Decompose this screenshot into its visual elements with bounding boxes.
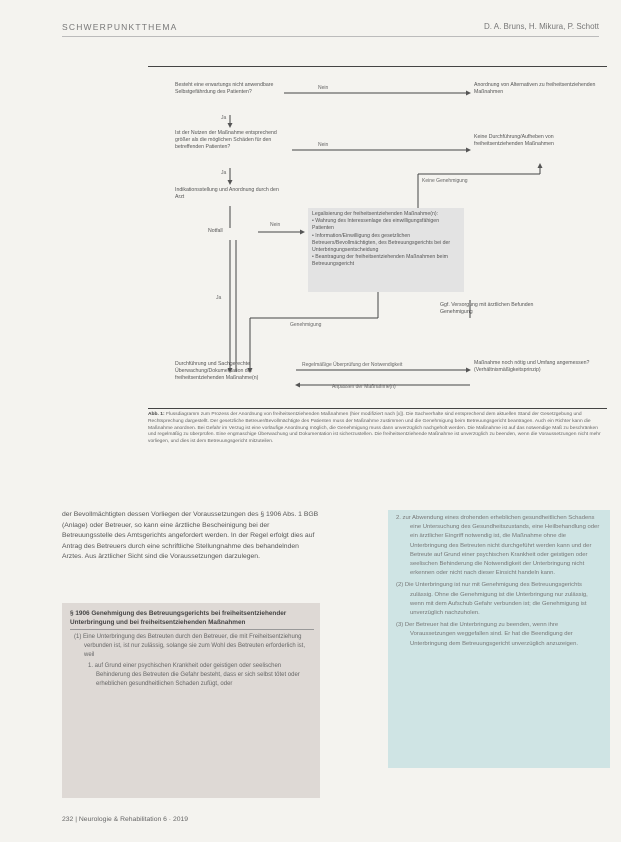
flow-no-measure-box: Keine Durchführung/Aufheben von freiheitsentziehenden Maßnahmen — [474, 134, 554, 148]
flow-legalization-box — [308, 208, 464, 292]
flow-emergency: Notfall — [208, 228, 223, 234]
legalization-item: • Beantragung der freiheitsentziehenden Maßnahmen beim Betreuungsgericht — [312, 254, 448, 268]
page-footer: 232 | Neurologie & Rehabilitation 6 · 2019 — [62, 816, 189, 823]
law-paragraph-2: (2) Die Unterbringung ist nur mit Genehmigung des Betreuungsgerichts zulässig. Ohne die Genehmigung ist die Unterbringung nur zulässig, wenn mit dem Aufschub Gefahr verbunden ist; die Genehmigung ist unverzüglich nachzuholen. — [396, 582, 588, 617]
caption-label: Abb. 1: — [148, 412, 165, 417]
flow-q2-yes: Ja — [221, 170, 227, 176]
flow-conditional-approval: Ggf. Versorgung mit ärztlichen Befunden Genehmigung — [440, 302, 534, 316]
flow-question-1: Besteht eine erwartungs nicht anwendbare Selbstgefährdung des Patienten? — [175, 82, 274, 96]
law-paragraph-1: (1) Eine Unterbringung des Betreuten durch den Betreuer, die mit Freiheitsentziehung verbunden ist, ist nur zulässig, solange sie zum Wohl des Betreuten erforderlich ist, weil — [74, 634, 305, 658]
flow-q2-no: Nein — [318, 142, 329, 148]
law-continuation-box — [388, 510, 610, 768]
flow-indication-box: Indikationsstellung und Anordnung durch den Arzt — [175, 187, 279, 201]
flow-execution-box: Durchführung und Sachgerechte Überwachung/Dokumentation der freiheitsentziehenden Maßnahme(n) — [175, 361, 259, 382]
law-title: § 1906 Genehmigung des Betreuungsgerichts bei freiheitsentziehender Unterbringung und bei freiheitsentziehenden Maßnahmen — [70, 609, 314, 630]
figure-caption — [148, 412, 606, 446]
body-text-left: der Bevollmächtigten dessen Vorliegen der Voraussetzungen des § 1906 Abs. 1 BGB (Anlage) oder Betreuer, so kann eine ärztliche Bescheinigung bei der Betreuungsstelle des Amtsgerichts angefordert werden. In der Regel erfolgt dies auf Antrag des Betreuers durch eine schriftliche Stellungnahme des behandelnden Arztes. Aus ärztlicher Sicht sind die Voraussetzungen darzulegen. — [62, 511, 319, 561]
flow-question-2: Ist der Nutzen der Maßnahme entsprechend größer als die möglichen Schäden für den betreffenden Patienten? — [175, 130, 277, 151]
flow-alternatives-box: Anordnung von Alternativen zu freiheitsentziehenden Maßnahmen — [474, 82, 596, 96]
legalization-title: Legalisierung der freiheitsentziehenden Maßnahme(n): — [312, 211, 439, 217]
figure-bottom-rule — [148, 408, 607, 409]
law-paragraph-3: (3) Der Betreuer hat die Unterbringung zu beenden, wenn ihre Voraussetzungen weggefallen sind. Er hat die Beendigung der Unterbringung dem Betreuungsgericht unverzüglich anzuzeigen. — [396, 622, 578, 647]
caption-text: Flussdiagramm zum Prozess der Anordnung von freiheitsentziehenden Maßnahmen (hier modifiziert nach [x]). Die Sachverhalte sind entsprechend dem aktuellen Stand der Gesetzgebung und Rechtsprechung dargestellt. Der gesetzliche Betreuer/Bevollmächtigte des Patienten muss der Maßnahme zustimmen und die Genehmigung beim Betreuungsgericht beantragen. Auch ein Richter kann die Maßnahme anordnen. Bei Gefahr im Verzug ist eine vorläufige Anordnung möglich, die Genehmigung muss dann unverzüglich nachgeholt werden. Die Maßnahme ist auf das notwendige Maß zu beschränken und regelmäßig zu überprüfen. Eine engmaschige Überwachung und Dokumentation ist sicherzustellen. Die freiheitsentziehende Maßnahme ist unverzüglich zu beenden, wenn die Voraussetzungen nicht mehr vorliegen, und dies ist dem Betreuungsgericht mitzuteilen. — [148, 412, 601, 445]
law-item-2: 2. zur Abwendung eines drohenden erheblichen gesundheitlichen Schadens eine Untersuchung des Gesundheitszustands, eine Heilbehandlung oder ein ärztlicher Eingriff notwendig ist, die Maßnahme ohne die Unterbringung des Betreuten nicht durchgeführt werden kann und der Betreute auf Grund einer psychischen Krankheit oder geistigen oder seelischen Behinderung die Notwendigkeit der Unterbringung nicht erkennen oder nicht nach dieser Einsicht handeln kann. — [396, 515, 600, 577]
flow-adjust-label: Anpassen der Maßnahme(n) — [332, 384, 396, 390]
section-header: SCHWERPUNKTTHEMA — [62, 22, 178, 32]
flow-final-question: Maßnahme noch nötig und Umfang angemessen? (Verhältnismäßigkeitsprinzip) — [474, 360, 590, 374]
authors-header: D. A. Bruns, H. Mikura, P. Schott — [483, 22, 599, 31]
flow-emergency-no: Nein — [270, 222, 281, 228]
law-excerpt-box — [62, 603, 320, 798]
flow-q1-yes: Ja — [221, 115, 227, 121]
flow-q1-no: Nein — [318, 85, 329, 91]
flow-ja-left: Ja — [216, 295, 222, 301]
law-subparagraph-1: 1. auf Grund einer psychischen Krankheit oder geistigen oder seelischen Behinderung des Betreuten die Gefahr besteht, dass er sich selbst tötet oder erheblichen gesundheitlichen Schaden zufügt, oder — [88, 663, 300, 687]
legalization-item: • Information/Einwilligung des gesetzlichen Betreuers/Bevollmächtigten, des Betreuungsgerichts bei der Unterbringungsentscheidung — [312, 232, 451, 254]
flow-review-label: Regelmäßige Überprüfung der Notwendigkeit — [302, 362, 403, 368]
flow-approval: Genehmigung — [290, 322, 322, 328]
flow-no-approval: Keine Genehmigung — [422, 178, 468, 184]
legalization-item: • Wahrung des Interessenlage des einwilligungsfähigen Patienten — [312, 218, 440, 232]
